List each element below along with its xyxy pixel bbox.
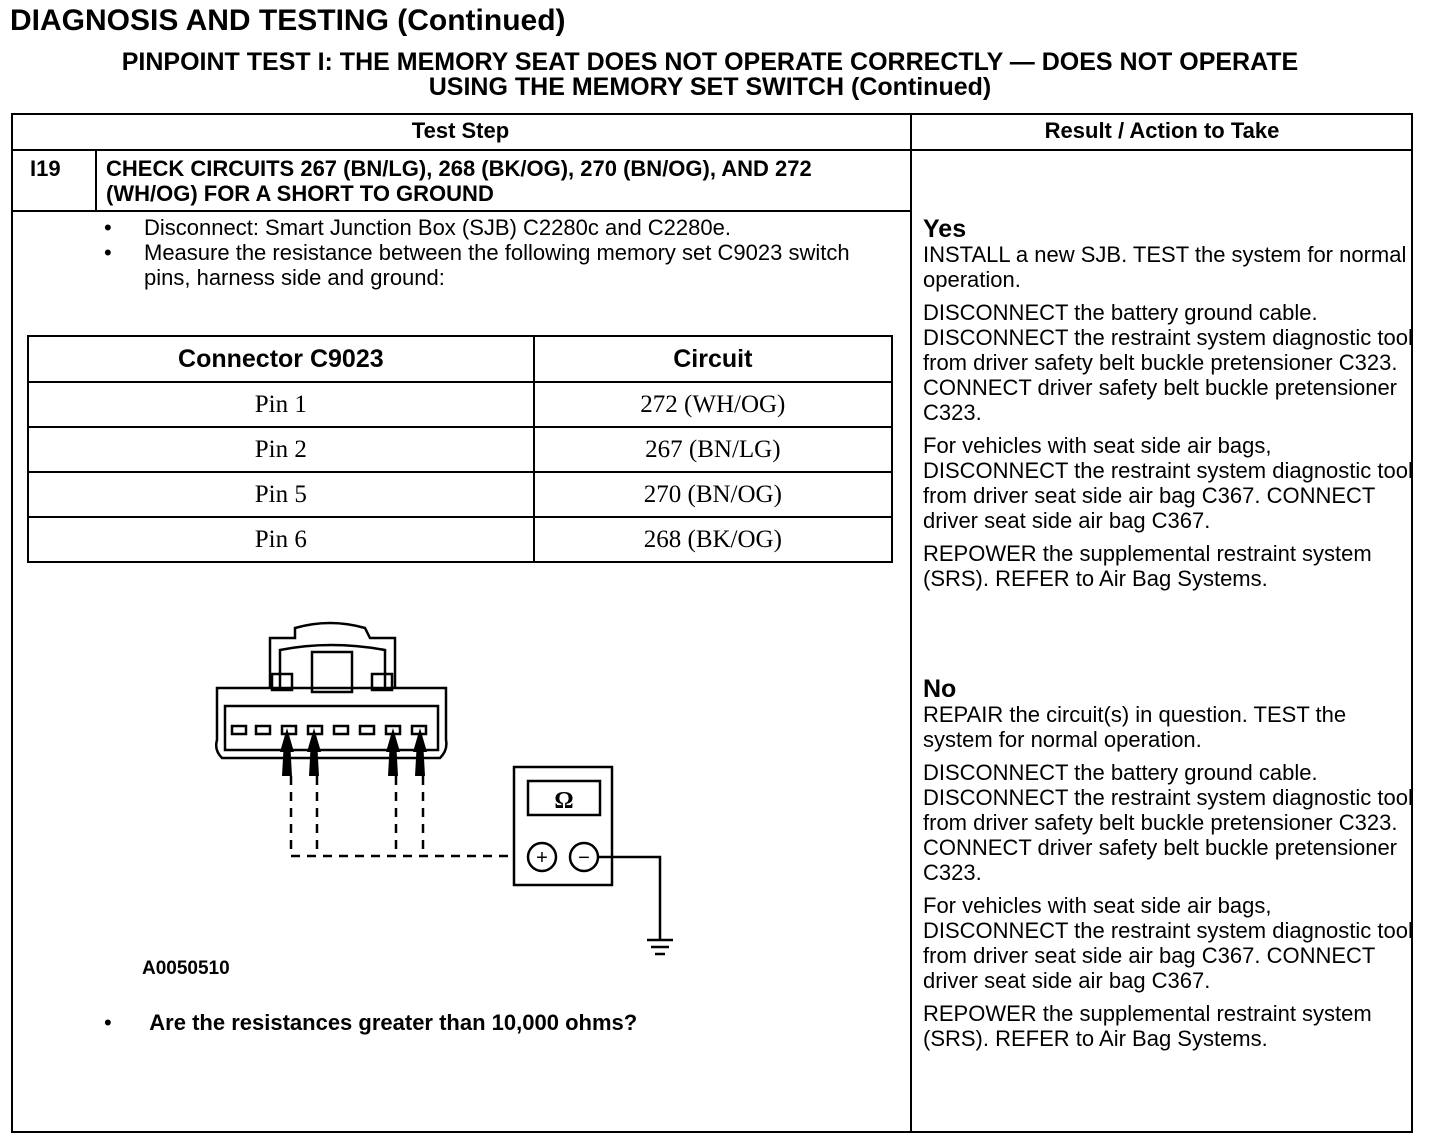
result-paragraph: DISCONNECT the battery ground cable. DISCONNECT the restraint system diagnostic tool from driver safety belt buckle pretensioner C323. CONNECT driver safety belt buckle pretensioner C323.: [923, 300, 1413, 425]
result-no-block: [923, 676, 1413, 1059]
bullet-symbol: •: [104, 1010, 112, 1035]
result-paragraph: DISCONNECT the battery ground cable. DISCONNECT the restraint system diagnostic tool from driver safety belt buckle pretensioner C323. CONNECT driver safety belt buckle pretensioner C323.: [923, 760, 1413, 885]
result-paragraph: REPOWER the supplemental restraint system (SRS). REFER to Air Bag Systems.: [923, 1001, 1372, 1051]
instruction-item: [104, 240, 894, 290]
plus-symbol: +: [536, 847, 548, 869]
minus-symbol: −: [578, 847, 590, 869]
page-subtitle: [10, 50, 1410, 100]
circuit-cell: 268 (BK/OG): [534, 517, 892, 562]
figure-id: A0050510: [142, 958, 230, 979]
instruction-item: [104, 215, 894, 240]
pin-cell: Pin 1: [28, 382, 534, 427]
column-header-test-step: Test Step: [411, 118, 510, 143]
table-row: [28, 427, 892, 472]
circuit-cell: 267 (BN/LG): [534, 427, 892, 472]
column-header-result: Result / Action to Take: [1044, 118, 1280, 143]
ground-lead: [598, 857, 673, 954]
table-row: [28, 472, 892, 517]
pin-table-header-connector: Connector C9023: [28, 336, 534, 382]
test-leads-dashed: [291, 776, 515, 856]
instruction-text: Disconnect: Smart Junction Box (SJB) C2280c and C2280e.: [144, 215, 731, 240]
pin-table-header-circuit: Circuit: [534, 336, 892, 382]
connector-c9023-illustration: [216, 623, 446, 758]
step-id-divider: [95, 149, 97, 211]
bullet-symbol: •: [104, 215, 112, 240]
result-paragraph: INSTALL a new SJB. TEST the system for normal operation.: [923, 242, 1407, 292]
instruction-list: [104, 215, 894, 290]
ohm-symbol: Ω: [554, 788, 574, 814]
result-yes-block: [923, 216, 1413, 599]
result-yes-label: Yes: [923, 215, 967, 243]
header-row-divider: [11, 149, 1413, 151]
result-paragraph: REPAIR the circuit(s) in question. TEST the system for normal operation.: [923, 702, 1347, 752]
circuit-cell: 272 (WH/OG): [534, 382, 892, 427]
result-no-label: No: [923, 675, 957, 703]
step-id: I19: [30, 156, 61, 181]
pin-cell: Pin 6: [28, 517, 534, 562]
step-title: CHECK CIRCUITS 267 (BN/LG), 268 (BK/OG), 270 (BN/OG), AND 272 (WH/OG) FOR A SHORT TO GROUND: [106, 156, 812, 206]
circuit-cell: 270 (BN/OG): [534, 472, 892, 517]
result-paragraph: For vehicles with seat side air bags, DISCONNECT the restraint system diagnostic tool from driver seat side air bag C367. CONNECT driver seat side air bag C367.: [923, 893, 1413, 993]
step-title-divider: [11, 210, 911, 212]
subtitle-line-1: PINPOINT TEST I: THE MEMORY SEAT DOES NOT OPERATE CORRECTLY — DOES NOT OPERATE: [121, 48, 1299, 76]
page-title: DIAGNOSIS AND TESTING (Continued): [10, 4, 566, 37]
pin-cell: Pin 2: [28, 427, 534, 472]
result-paragraph: For vehicles with seat side air bags, DISCONNECT the restraint system diagnostic tool from driver seat side air bag C367. CONNECT driver seat side air bag C367.: [923, 433, 1413, 533]
probe-arrows: [280, 728, 427, 776]
result-paragraph: REPOWER the supplemental restraint system (SRS). REFER to Air Bag Systems.: [923, 541, 1372, 591]
question-text: Are the resistances greater than 10,000 ohms?: [149, 1010, 638, 1035]
pin-circuit-table: [27, 335, 893, 563]
test-question: [104, 1010, 637, 1036]
pin-cell: Pin 5: [28, 472, 534, 517]
table-row: [28, 382, 892, 427]
pin-table-header-row: [28, 336, 892, 382]
instruction-text: Measure the resistance between the following memory set C9023 switch pins, harness side and ground:: [144, 240, 850, 290]
bullet-symbol: •: [104, 240, 112, 265]
ohmmeter: [514, 767, 612, 885]
subtitle-line-2: USING THE MEMORY SET SWITCH (Continued): [428, 73, 992, 101]
table-row: [28, 517, 892, 562]
column-divider: [910, 113, 912, 1133]
connector-meter-diagram: [200, 610, 900, 990]
